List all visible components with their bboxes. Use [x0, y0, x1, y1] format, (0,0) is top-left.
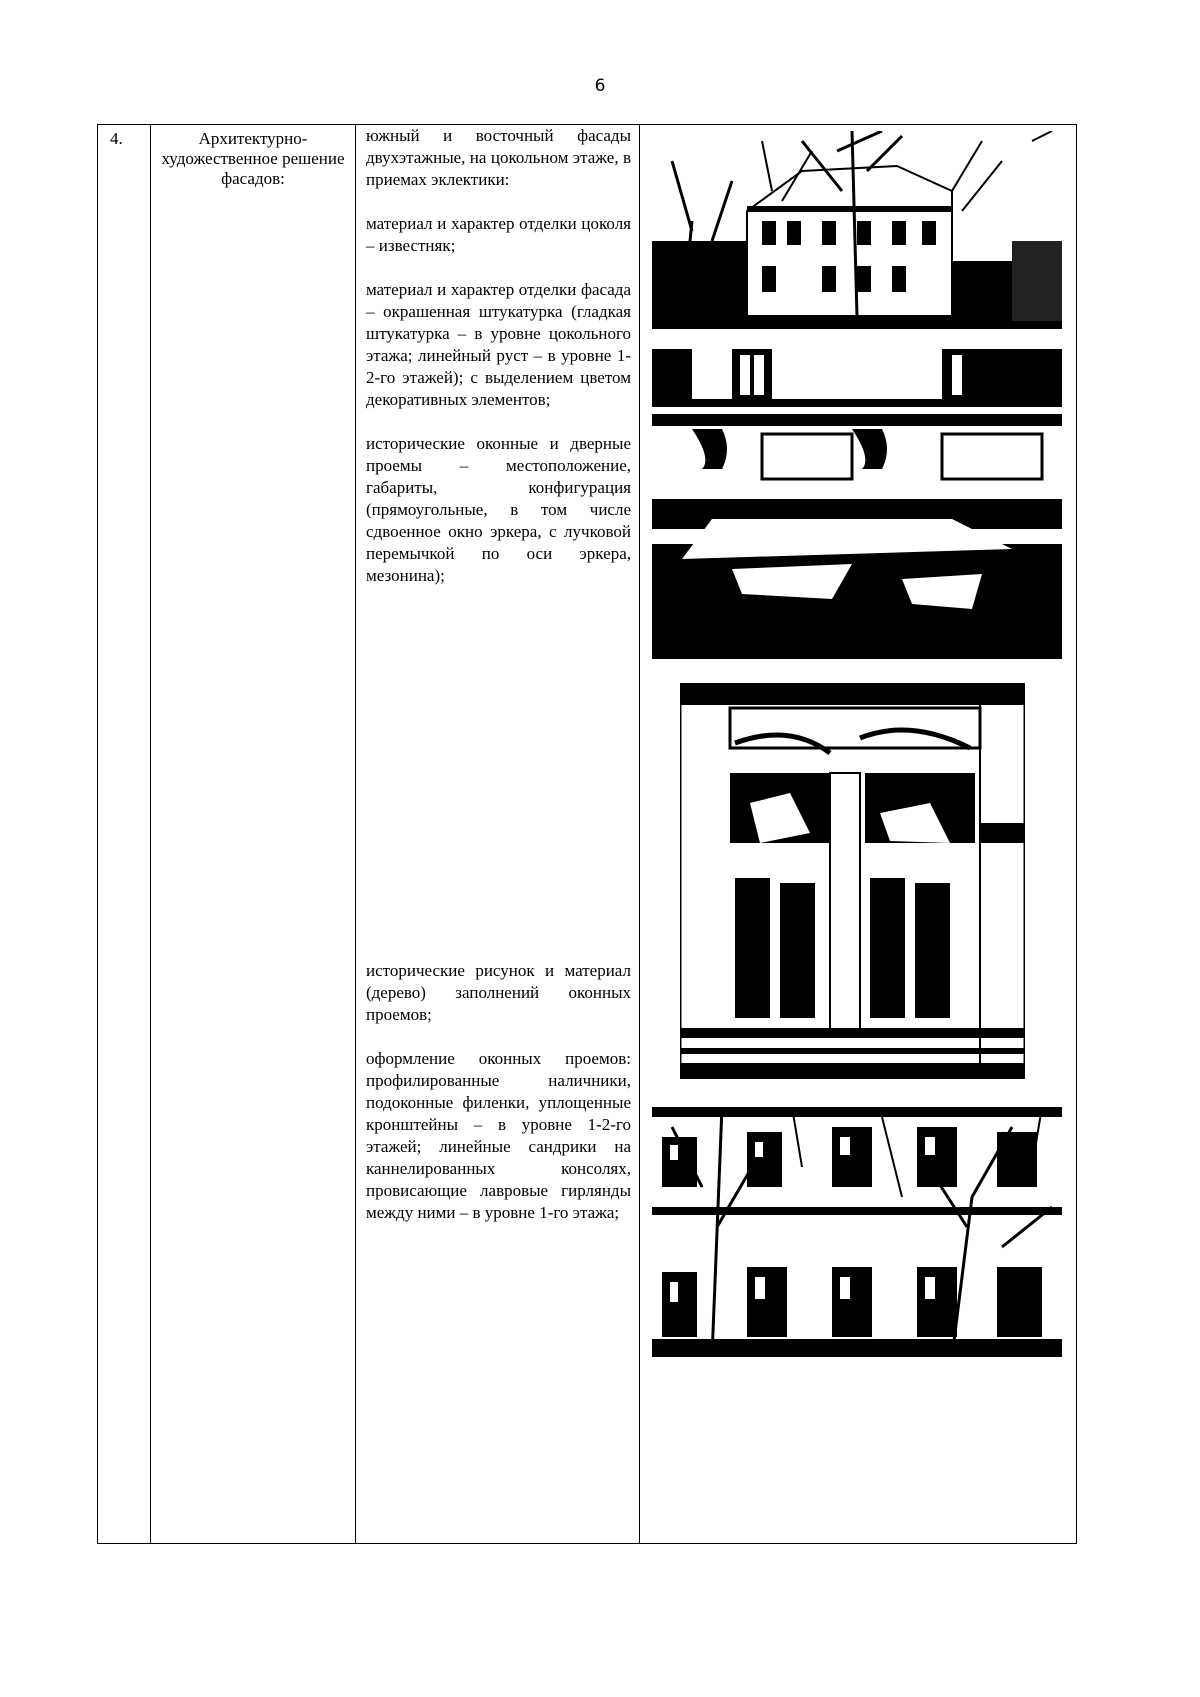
- photo-building-exterior: [652, 131, 1062, 329]
- row-label: Архитектурно-художественное решение фасадов:: [161, 129, 345, 188]
- page-number: 6: [594, 76, 606, 96]
- photo-facade-windows: [652, 1107, 1062, 1357]
- row-label-cell: [151, 125, 356, 1544]
- description-paragraph: материал и характер отделки фасада – окрашенная штукатурка (гладкая штукатурка – в уровне цокольного этажа; линейный руст – в уровне 1-2-го этажей); с выделением цветом декоративных элементов;: [366, 280, 631, 409]
- description-paragraph: исторические рисунок и материал (дерево) заполнений оконных проемов;: [366, 961, 631, 1024]
- row-description-cell: [356, 125, 640, 1544]
- feature-table: [97, 124, 1077, 1544]
- description-paragraph: материал и характер отделки цоколя – известняк;: [366, 214, 631, 255]
- table-row: [98, 125, 1077, 1544]
- photo-bay-window: [680, 683, 1025, 1079]
- description-block-1: [356, 125, 639, 587]
- description-paragraph: оформление оконных проемов: профилированные наличники, подоконные филенки, уплощенные кронштейны – в уровне 1-2-го этажей; линейные сандрики на каннелированных консолях, провисающие лавровые гирлянды между ними – в уровне 1-го этажа;: [366, 1049, 631, 1222]
- photo-cornice-detail: [652, 349, 1062, 659]
- row-number: 4.: [110, 129, 123, 148]
- row-number-cell: [98, 125, 151, 1544]
- photos-cell: [640, 125, 1077, 1544]
- description-paragraph: исторические оконные и дверные проемы – местоположение, габариты, конфигурация (прямоугольные, в том числе сдвоенное окно эркера, с лучковой перемычкой по оси эркера, мезонина);: [366, 434, 631, 585]
- description-paragraph: южный и восточный фасады двухэтажные, на цокольном этаже, в приемах эклектики:: [366, 126, 631, 189]
- description-block-2: [356, 960, 639, 1224]
